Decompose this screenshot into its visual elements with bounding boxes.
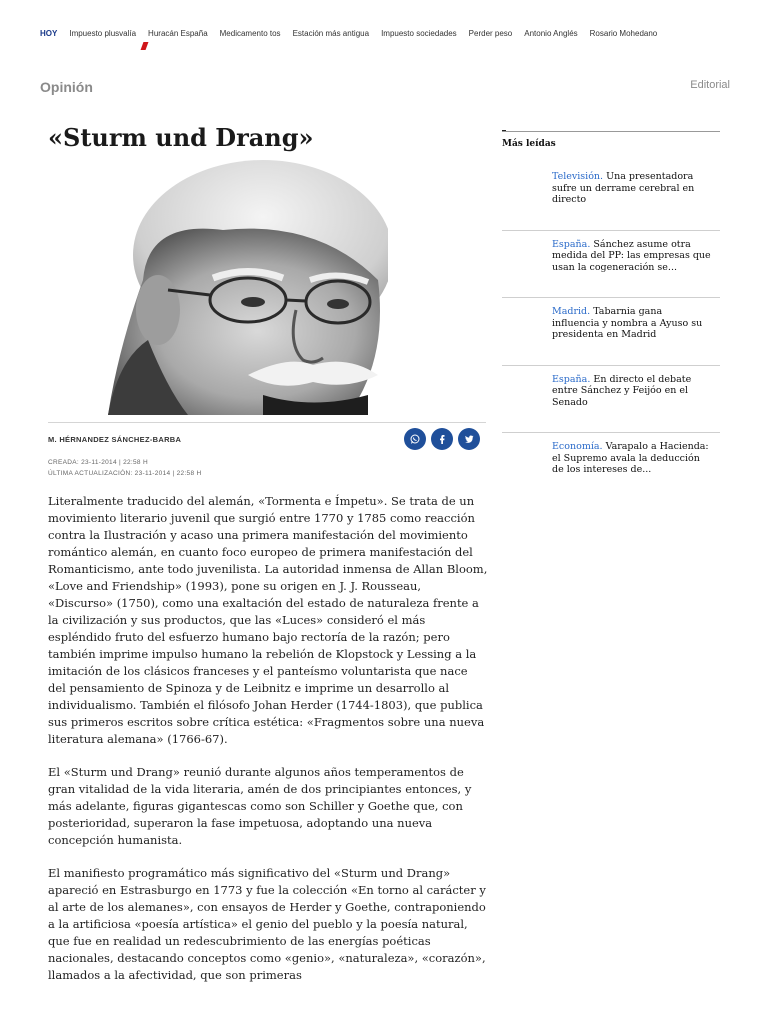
article-paragraph: Literalmente traducido del alemán, «Tormenta e Ímpetu». Se trata de un movimiento literario juvenil que surgió entre 1770 y 1785 como reacción contra la Ilustración y acaso una primera manifestación del movimiento romántico alemán, en cuanto foco europeo de primera manifestación del Romanticismo, ante todo juvenilista. La autoridad inmensa de Allan Bloom, «Love and Friendship» (1993), pone su origen en J. J. Rousseau, «Discurso» (1750), como una exaltación del estado de naturaleza frente a la civilización y sus productos, que las «Luces» consideró el más espléndido fruto del esfuerzo humano bajo rectoría de la razón; pero también imprime impulso humano la rebelión de Klopstock y Lessing a la imitación de los clásicos franceses y el panteísmo voluntarista que nace del pensamiento de Spinoza y de Leibnitz e imprime un desarrollo al individualismo. También el filósofo Johan Herder (1744-1803), que publica sus primeros escritos sobre crítica estética: «Fragmentos sobre una nueva literatura alemana» (1766-67).: [48, 494, 488, 746]
trending-list: [40, 29, 708, 38]
created-date: CREADA: 23-11-2014 | 22:58 H: [48, 459, 148, 466]
trending-link[interactable]: Huracán España: [148, 29, 208, 38]
most-read-text[interactable]: Una presentadora sufre un derrame cerebral en directo: [552, 171, 695, 205]
share-buttons: [404, 428, 480, 450]
trending-link[interactable]: Impuesto sociedades: [381, 29, 457, 38]
most-read-headline[interactable]: [552, 171, 712, 206]
article-paragraph: El «Sturm und Drang» reunió durante algunos años temperamentos de gran vitalidad de la vida literaria, amén de dos principiantes entonces, y más adelante, figuras gigantescas como son Schiller y Goethe que, con posterioridad, superaron la fase impetuosa, adoptando una nueva concepción humanista.: [48, 765, 472, 847]
most-read-category[interactable]: Televisión.: [552, 171, 604, 182]
most-read-title: Más leídas: [502, 139, 556, 149]
most-read-item[interactable]: [502, 366, 720, 434]
most-read-text[interactable]: Sánchez asume otra medida del PP: las empresas que usan la cogeneración se...: [552, 238, 711, 273]
trending-bar: [0, 0, 768, 50]
article-body: [48, 493, 488, 1000]
facebook-icon: [436, 433, 448, 445]
whatsapp-icon: [409, 433, 421, 445]
author-photo: [48, 160, 388, 415]
most-read-category[interactable]: Madrid.: [552, 306, 591, 317]
twitter-share-button[interactable]: [458, 428, 480, 450]
most-read-headline[interactable]: [552, 306, 712, 341]
most-read-text[interactable]: Varapalo a Hacienda: el Supremo avala la deducción de los intereses de...: [552, 441, 709, 475]
most-read-item[interactable]: [502, 433, 720, 501]
article-paragraph: El manifiesto programático más significativo del «Sturm und Drang» apareció en Estrasburgo en 1773 y fue la colección «En torno al carácter y al arte de los alemanes», con ensayos de Herder y Goethe, contraponiendo a la artificiosa «poesía artística» el genio del pueblo y la poesía natural, que fue en realidad un redescubrimiento de las energías poéticas nacionales, destacando conceptos como «genio», «naturaleza», «corazón», llamados a la afectividad, que son primeras: [48, 866, 486, 982]
most-read-sidebar: [502, 131, 720, 501]
facebook-share-button[interactable]: [431, 428, 453, 450]
article-headline: «Sturm und Drang»: [48, 123, 314, 152]
most-read-category[interactable]: España.: [552, 373, 591, 385]
trending-link[interactable]: Perder peso: [468, 29, 513, 38]
twitter-icon: [463, 433, 475, 445]
whatsapp-share-button[interactable]: [404, 428, 426, 450]
author-portrait-image: [48, 160, 388, 415]
sidebar-tick: [502, 130, 506, 131]
author-name[interactable]: M. HÉRNANDEZ SÁNCHEZ-BARBA: [48, 435, 182, 444]
trending-link[interactable]: Impuesto plusvalía: [69, 29, 137, 38]
trending-link[interactable]: Estación más antigua: [292, 29, 370, 38]
sidebar-top-rule: [502, 131, 720, 132]
trending-link[interactable]: Antonio Anglés: [524, 29, 578, 38]
editorial-link[interactable]: Editorial: [690, 79, 730, 91]
trending-link[interactable]: Medicamento tos: [219, 29, 281, 38]
most-read-headline[interactable]: [552, 374, 712, 409]
divider: [48, 422, 486, 423]
trending-label: HOY: [40, 29, 58, 38]
most-read-text[interactable]: Tabarnia gana influencia y nombra a Ayuso su presidenta en Madrid: [552, 306, 703, 340]
most-read-item[interactable]: [502, 231, 720, 299]
trending-link[interactable]: Rosario Mohedano: [589, 29, 658, 38]
most-read-item[interactable]: [502, 163, 720, 231]
logo-fragment: [141, 42, 149, 50]
most-read-headline[interactable]: [552, 441, 712, 476]
section-title[interactable]: Opinión: [40, 79, 93, 95]
most-read-category[interactable]: España.: [552, 238, 591, 250]
most-read-category[interactable]: Economía.: [552, 441, 603, 452]
most-read-text[interactable]: En directo el debate entre Sánchez y Feijóo en el Senado: [552, 373, 692, 408]
updated-date: ÚLTIMA ACTUALIZACIÓN: 23-11-2014 | 22:58 H: [48, 470, 202, 477]
most-read-item[interactable]: [502, 298, 720, 366]
most-read-headline[interactable]: [552, 239, 712, 274]
article-dates: [48, 457, 202, 479]
